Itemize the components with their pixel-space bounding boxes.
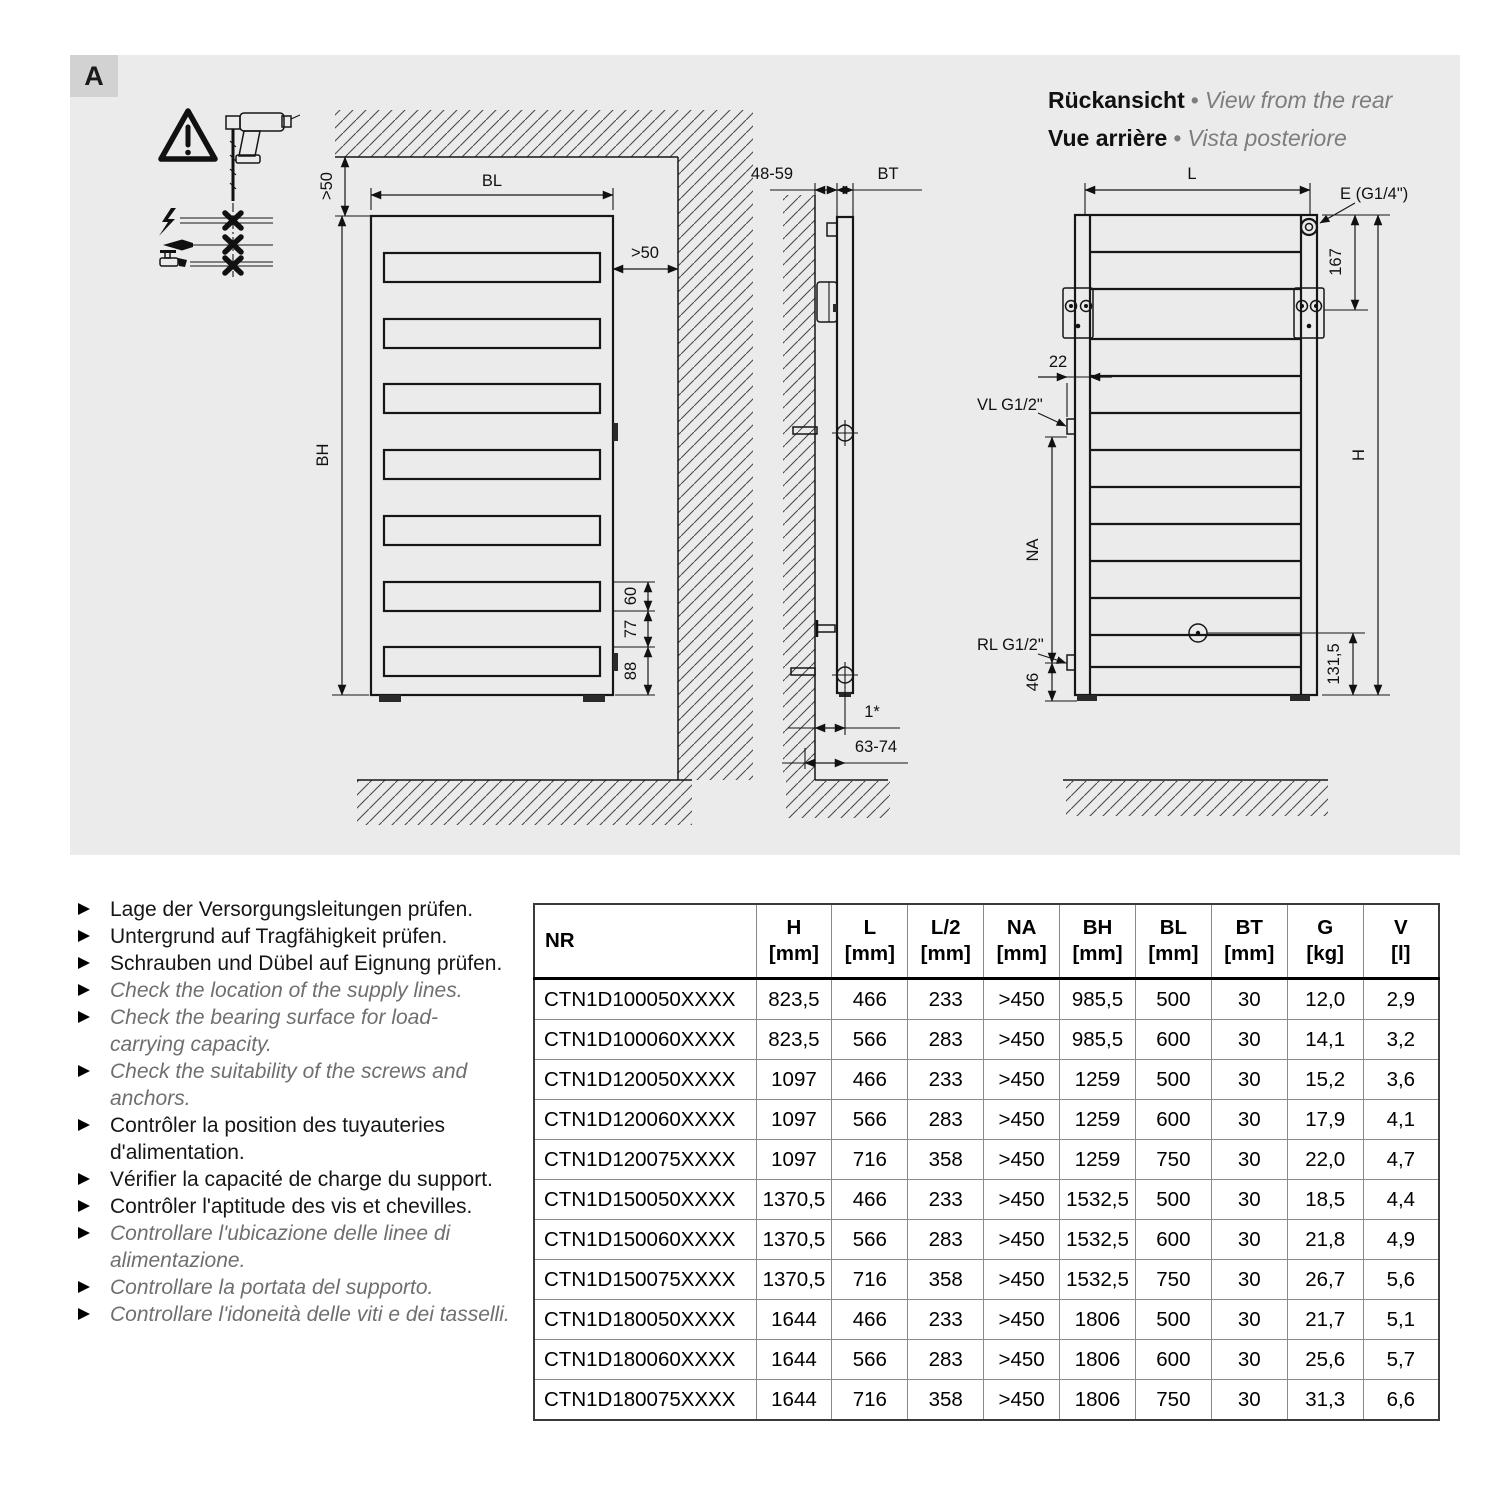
vent-knob-side: [827, 223, 837, 236]
radiator-foot: [1077, 695, 1097, 701]
value-cell: 1097: [756, 1140, 832, 1180]
value-cell: >450: [984, 1060, 1060, 1100]
instruction-text: Contrôler l'aptitude des vis et chevilles.: [110, 1195, 473, 1218]
bullet-arrow-icon: [78, 984, 90, 996]
value-cell: 566: [832, 1100, 908, 1140]
model-number-cell: CTN1D180075XXXX: [534, 1380, 756, 1421]
instruction-text: Controllare la portata del supporto.: [110, 1276, 434, 1299]
value-cell: >450: [984, 1220, 1060, 1260]
value-cell: 30: [1211, 979, 1287, 1020]
value-cell: 1806: [1060, 1340, 1136, 1380]
drawing-panel: [70, 55, 1460, 855]
floor-hatch-rear: [1066, 780, 1328, 816]
drill-icon: [226, 113, 300, 201]
dim-h: H: [1350, 449, 1368, 461]
instructions-english: [76, 977, 512, 1112]
dim-131-5: 131,5: [1325, 643, 1343, 685]
value-cell: 1259: [1060, 1140, 1136, 1180]
instruction-lists: [76, 896, 512, 1328]
value-cell: 466: [832, 1300, 908, 1340]
bullet-arrow-icon: [78, 1119, 90, 1131]
rl-connection: [1067, 655, 1075, 670]
value-cell: 500: [1135, 1060, 1211, 1100]
value-cell: 600: [1135, 1220, 1211, 1260]
value-cell: 600: [1135, 1100, 1211, 1140]
bullet-arrow-icon: [78, 957, 90, 969]
radiator-rear-outline: [1075, 215, 1317, 695]
dim-22: 22: [1048, 353, 1068, 371]
water-tap-icon: [160, 252, 273, 268]
value-cell: 4,4: [1363, 1180, 1439, 1220]
value-cell: 1097: [756, 1060, 832, 1100]
instruction-item: [76, 1166, 512, 1193]
dim-wall-gap: 48-59: [750, 165, 794, 183]
value-cell: 358: [908, 1380, 984, 1421]
value-cell: 566: [832, 1220, 908, 1260]
value-cell: 500: [1135, 1300, 1211, 1340]
column-header: H [mm]: [756, 904, 832, 979]
radiator-side-profile: [837, 217, 853, 693]
dim-88: 88: [622, 661, 640, 681]
column-header: L/2 [mm]: [908, 904, 984, 979]
value-cell: 233: [908, 1180, 984, 1220]
instruction-item: [76, 950, 512, 977]
value-cell: 500: [1135, 1180, 1211, 1220]
value-cell: >450: [984, 1300, 1060, 1340]
radiator-front-outline: [371, 216, 613, 695]
table-row: [534, 1340, 1439, 1380]
table-row: [534, 979, 1439, 1020]
bullet-arrow-icon: [78, 903, 90, 915]
instruction-text: Check the bearing surface for load-carrying capacity.: [110, 1006, 439, 1056]
instruction-item: [76, 1004, 512, 1058]
value-cell: 21,7: [1287, 1300, 1363, 1340]
bullet-arrow-icon: [78, 1200, 90, 1212]
instruction-text: Check the suitability of the screws and anchors.: [110, 1060, 468, 1110]
value-cell: 31,3: [1287, 1380, 1363, 1421]
model-number-cell: CTN1D120075XXXX: [534, 1140, 756, 1180]
value-cell: 22,0: [1287, 1140, 1363, 1180]
value-cell: 26,7: [1287, 1260, 1363, 1300]
value-cell: 21,8: [1287, 1220, 1363, 1260]
column-header: L [mm]: [832, 904, 908, 979]
value-cell: 600: [1135, 1020, 1211, 1060]
model-number-cell: CTN1D150075XXXX: [534, 1260, 756, 1300]
value-cell: 566: [832, 1340, 908, 1380]
bullet-arrow-icon: [78, 1227, 90, 1239]
value-cell: 1370,5: [756, 1220, 832, 1260]
instruction-item: [76, 1274, 512, 1301]
value-cell: 283: [908, 1020, 984, 1060]
value-cell: >450: [984, 1260, 1060, 1300]
table-row: [534, 1100, 1439, 1140]
instruction-item: [76, 1301, 512, 1328]
instruction-item: [76, 1193, 512, 1220]
value-cell: 4,1: [1363, 1100, 1439, 1140]
rear-view-heading-line2: [1048, 119, 1392, 157]
value-cell: 3,2: [1363, 1020, 1439, 1060]
value-cell: 17,9: [1287, 1100, 1363, 1140]
column-header: BL [mm]: [1135, 904, 1211, 979]
value-cell: >450: [984, 1180, 1060, 1220]
column-header: BH [mm]: [1060, 904, 1136, 979]
instruction-text: Lage der Versorgungsleitungen prüfen.: [110, 898, 474, 921]
model-number-cell: CTN1D120060XXXX: [534, 1100, 756, 1140]
value-cell: 823,5: [756, 1020, 832, 1060]
value-cell: >450: [984, 1340, 1060, 1380]
instruction-text: Controllare l'idoneità delle viti e dei tasselli.: [110, 1303, 510, 1326]
value-cell: >450: [984, 1140, 1060, 1180]
table-row: [534, 1380, 1439, 1421]
vent-valve-e: [1301, 219, 1317, 235]
value-cell: 1806: [1060, 1380, 1136, 1421]
instruction-item: [76, 896, 512, 923]
value-cell: >450: [984, 1380, 1060, 1421]
value-cell: 716: [832, 1260, 908, 1300]
value-cell: 823,5: [756, 979, 832, 1020]
value-cell: 283: [908, 1220, 984, 1260]
value-cell: 30: [1211, 1260, 1287, 1300]
dim-bt: BT: [877, 165, 899, 183]
dim-46: 46: [1024, 672, 1042, 692]
dim-clearance-top: >50: [318, 172, 336, 200]
value-cell: 1644: [756, 1380, 832, 1421]
side-view-drawing: [751, 165, 922, 818]
instruction-text: Vérifier la capacité de charge du support.: [110, 1168, 493, 1191]
value-cell: 1806: [1060, 1300, 1136, 1340]
dim-77: 77: [622, 619, 640, 639]
electric-line-icon: [159, 208, 273, 236]
value-cell: 716: [832, 1380, 908, 1421]
table-row: [534, 1180, 1439, 1220]
bullet-arrow-icon: [78, 930, 90, 942]
rear-slat-lines: [1090, 252, 1301, 667]
model-number-cell: CTN1D100050XXXX: [534, 979, 756, 1020]
vl-connection: [1067, 419, 1075, 434]
dim-pipe-distance: 63-74: [854, 738, 898, 756]
value-cell: 12,0: [1287, 979, 1363, 1020]
value-cell: 30: [1211, 1340, 1287, 1380]
value-cell: 25,6: [1287, 1340, 1363, 1380]
table-row: [534, 1140, 1439, 1180]
floor-hatch-side: [786, 780, 890, 818]
model-number-cell: CTN1D150060XXXX: [534, 1220, 756, 1260]
instruction-text: Schrauben und Dübel auf Eignung prüfen.: [110, 952, 503, 975]
value-cell: 1532,5: [1060, 1220, 1136, 1260]
value-cell: 1532,5: [1060, 1260, 1136, 1300]
label-rl: RL G1/2": [977, 636, 1044, 654]
model-number-cell: CTN1D120050XXXX: [534, 1060, 756, 1100]
value-cell: 566: [832, 1020, 908, 1060]
rear-view-heading: [1048, 81, 1392, 157]
value-cell: 233: [908, 1060, 984, 1100]
table-row: [534, 1020, 1439, 1060]
heading-fr: Vue arrière: [1048, 125, 1168, 151]
value-cell: 1259: [1060, 1060, 1136, 1100]
table-row: [534, 1220, 1439, 1260]
heading-it: Vista posteriore: [1187, 125, 1347, 151]
dim-167: 167: [1327, 248, 1345, 276]
bullet-arrow-icon: [78, 1011, 90, 1023]
spec-table: [533, 903, 1440, 1421]
value-cell: 750: [1135, 1380, 1211, 1421]
value-cell: 15,2: [1287, 1060, 1363, 1100]
instructions-german: [76, 896, 512, 977]
bullet-arrow-icon: [78, 1308, 90, 1320]
gas-line-icon: [163, 240, 273, 251]
section-label: A: [70, 55, 118, 97]
table-row: [534, 1260, 1439, 1300]
instruction-item: [76, 923, 512, 950]
spec-table-body: [534, 979, 1439, 1421]
value-cell: 358: [908, 1140, 984, 1180]
bullet-arrow-icon: [78, 1173, 90, 1185]
instruction-item: [76, 1220, 512, 1274]
floor-hatch: [357, 780, 692, 825]
value-cell: 233: [908, 979, 984, 1020]
dim-bh: BH: [314, 443, 332, 467]
instruction-text: Contrôler la position des tuyauteries d'alimentation.: [110, 1114, 446, 1164]
value-cell: 358: [908, 1260, 984, 1300]
column-header: NA [mm]: [984, 904, 1060, 979]
column-header: V [l]: [1363, 904, 1439, 979]
rear-view-drawing: [977, 165, 1408, 816]
front-view-drawing: [314, 110, 753, 825]
dim-clearance-right: >50: [631, 244, 659, 262]
value-cell: 30: [1211, 1180, 1287, 1220]
value-cell: 4,9: [1363, 1220, 1439, 1260]
column-header: BT [mm]: [1211, 904, 1287, 979]
label-e-valve: E (G1/4"): [1340, 185, 1409, 203]
value-cell: 985,5: [1060, 1020, 1136, 1060]
heading-en: View from the rear: [1204, 87, 1393, 113]
value-cell: 30: [1211, 1060, 1287, 1100]
wall-hatch-top: [335, 110, 753, 157]
heading-separator: •: [1190, 87, 1199, 113]
value-cell: 5,6: [1363, 1260, 1439, 1300]
wall-hatch-right: [678, 157, 753, 780]
value-cell: 1370,5: [756, 1260, 832, 1300]
instruction-text: Untergrund auf Tragfähigkeit prüfen.: [110, 925, 448, 948]
table-row: [534, 1060, 1439, 1100]
dim-l: L: [1187, 165, 1197, 183]
value-cell: 6,6: [1363, 1380, 1439, 1421]
value-cell: 30: [1211, 1380, 1287, 1421]
value-cell: 716: [832, 1140, 908, 1180]
value-cell: 18,5: [1287, 1180, 1363, 1220]
column-header: G [kg]: [1287, 904, 1363, 979]
label-vl: VL G1/2": [977, 396, 1043, 414]
dim-bl: BL: [481, 172, 503, 190]
rear-view-heading-line1: [1048, 81, 1392, 119]
value-cell: 283: [908, 1340, 984, 1380]
value-cell: >450: [984, 979, 1060, 1020]
dim-na: NA: [1024, 538, 1042, 562]
instructions-italian: [76, 1220, 512, 1328]
value-cell: 750: [1135, 1260, 1211, 1300]
value-cell: >450: [984, 1100, 1060, 1140]
value-cell: 466: [832, 1180, 908, 1220]
bullet-arrow-icon: [78, 1281, 90, 1293]
value-cell: 2,9: [1363, 979, 1439, 1020]
value-cell: 14,1: [1287, 1020, 1363, 1060]
model-number-cell: CTN1D180060XXXX: [534, 1340, 756, 1380]
value-cell: 750: [1135, 1140, 1211, 1180]
wall-hatch-side: [783, 195, 815, 780]
radiator-foot: [583, 695, 605, 702]
table-row: [534, 1300, 1439, 1340]
value-cell: 4,7: [1363, 1140, 1439, 1180]
value-cell: 30: [1211, 1140, 1287, 1180]
value-cell: 466: [832, 1060, 908, 1100]
value-cell: 500: [1135, 979, 1211, 1020]
value-cell: 30: [1211, 1300, 1287, 1340]
model-number-cell: CTN1D100060XXXX: [534, 1020, 756, 1060]
heading-de: Rückansicht: [1048, 87, 1185, 113]
technical-drawing: [70, 55, 1460, 855]
value-cell: 30: [1211, 1220, 1287, 1260]
dim-foot-offset: 1*: [864, 703, 880, 721]
instruction-item: [76, 1112, 512, 1166]
value-cell: 5,7: [1363, 1340, 1439, 1380]
value-cell: 1644: [756, 1340, 832, 1380]
warning-triangle-icon: [161, 111, 215, 159]
model-number-cell: CTN1D150050XXXX: [534, 1180, 756, 1220]
dim-60: 60: [622, 586, 640, 606]
value-cell: 1644: [756, 1300, 832, 1340]
radiator-foot: [379, 695, 401, 702]
value-cell: 1532,5: [1060, 1180, 1136, 1220]
value-cell: 466: [832, 979, 908, 1020]
instruction-text: Check the location of the supply lines.: [110, 979, 463, 1002]
spec-table-header-row: [534, 904, 1439, 979]
mounting-bracket-right: [1294, 288, 1324, 338]
model-number-cell: CTN1D180050XXXX: [534, 1300, 756, 1340]
value-cell: 233: [908, 1300, 984, 1340]
instructions-french: [76, 1112, 512, 1220]
radiator-foot: [1290, 695, 1310, 701]
value-cell: 1259: [1060, 1100, 1136, 1140]
wall-bracket-side: [817, 282, 837, 322]
value-cell: 3,6: [1363, 1060, 1439, 1100]
value-cell: 1370,5: [756, 1180, 832, 1220]
value-cell: 985,5: [1060, 979, 1136, 1020]
value-cell: >450: [984, 1020, 1060, 1060]
value-cell: 5,1: [1363, 1300, 1439, 1340]
value-cell: 1097: [756, 1100, 832, 1140]
instruction-text: Controllare l'ubicazione delle linee di alimentazione.: [110, 1222, 451, 1272]
bullet-arrow-icon: [78, 1065, 90, 1077]
value-cell: 600: [1135, 1340, 1211, 1380]
instruction-item: [76, 1058, 512, 1112]
instruction-item: [76, 977, 512, 1004]
value-cell: 283: [908, 1100, 984, 1140]
heading-separator: •: [1173, 125, 1182, 151]
mounting-bracket-left: [1063, 288, 1093, 338]
value-cell: 30: [1211, 1020, 1287, 1060]
column-header: NR: [534, 904, 756, 979]
no-drilling-cross-icons: [225, 213, 241, 273]
value-cell: 30: [1211, 1100, 1287, 1140]
